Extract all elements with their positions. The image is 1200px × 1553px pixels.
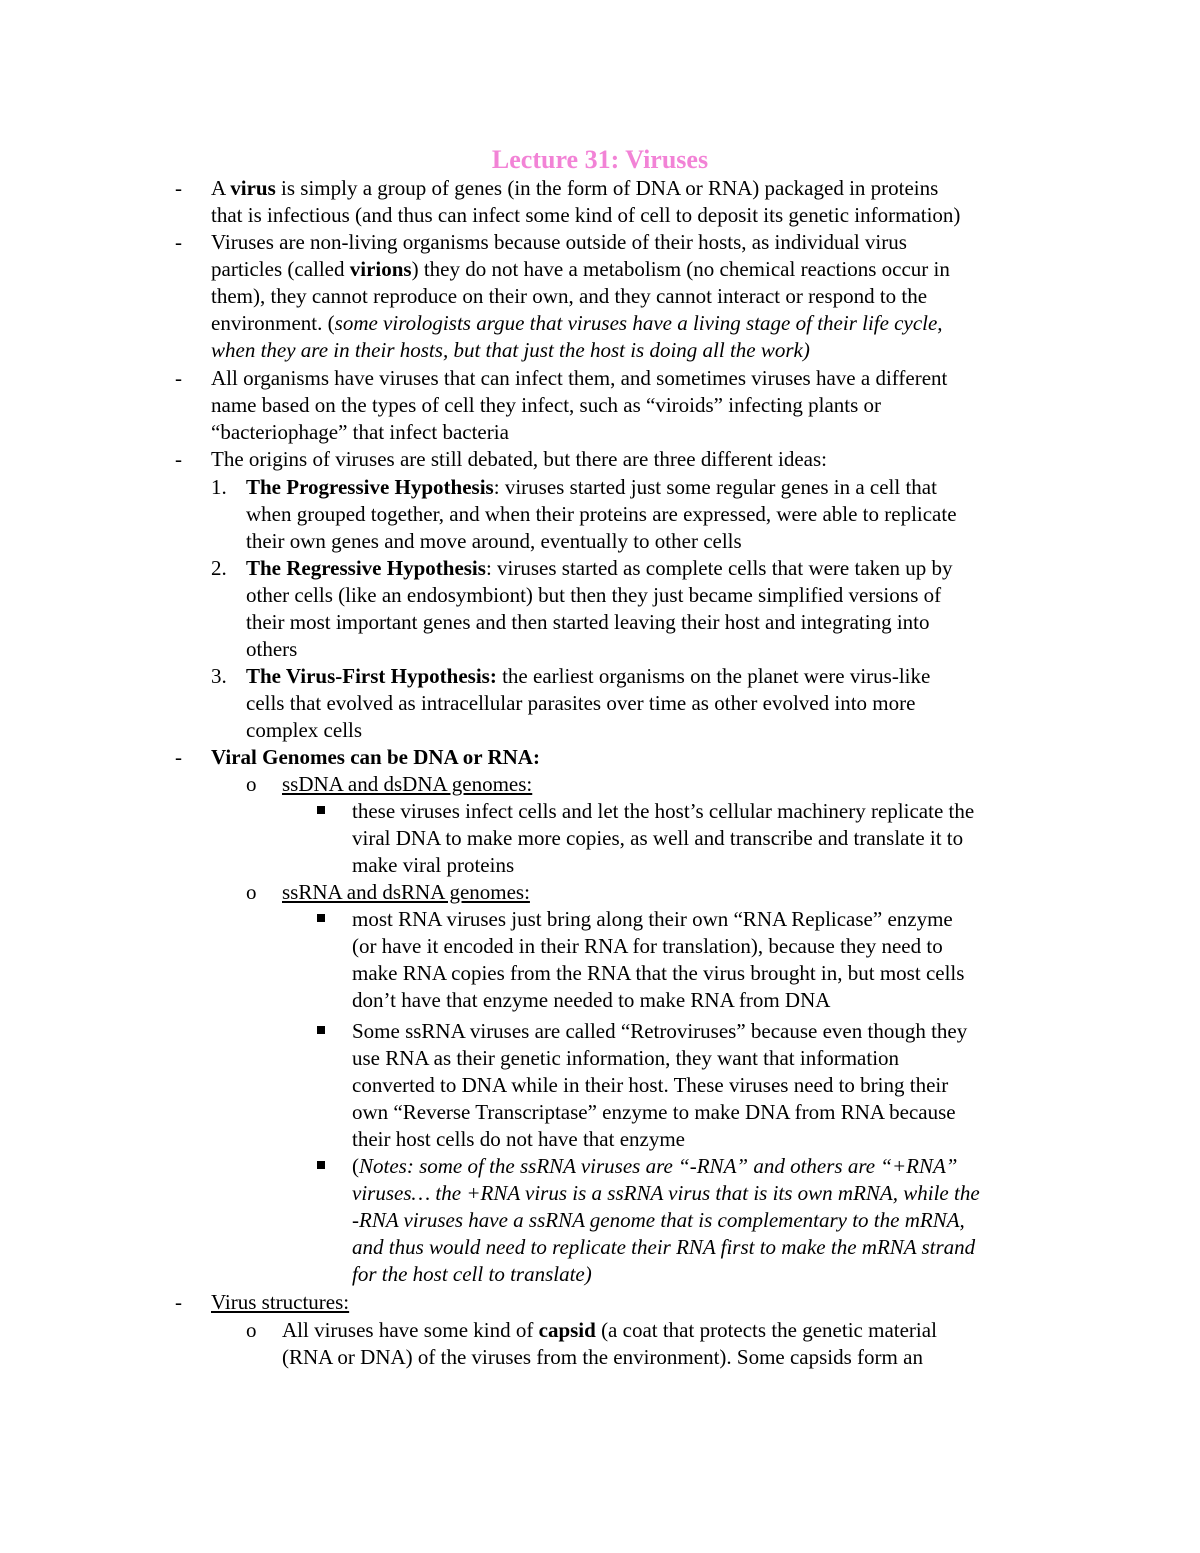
dna-genomes-heading: ssDNA and dsDNA genomes: xyxy=(282,772,533,796)
non-living-paragraph: Viruses are non-living organisms because outside of their hosts, as individual virus particles (called virions) they do not have a metabolism (no chemical reactions occur in them), they cannot reproduce on their own, and they cannot interact or respond to the environment. (some virologists argue that viruses have a living stage of their life cycle, when they are in their hosts, but that just the host is doing all the work) xyxy=(211,230,950,362)
origins-paragraph: The origins of viruses are still debated, but there are three different ideas: xyxy=(211,447,827,471)
progressive-hypothesis: The Progressive Hypothesis: viruses started just some regular genes in a cell that when grouped together, and when their proteins are expressed, were able to replicate their own genes and move around, eventually to other cells xyxy=(246,475,957,553)
list-number: 1. xyxy=(211,475,227,499)
dash-marker: - xyxy=(175,366,182,390)
square-bullet xyxy=(317,1026,325,1034)
rna-replicase-point: most RNA viruses just bring along their own “RNA Replicase” enzyme (or have it encoded in their RNA for translation), because they need to make RNA copies from the RNA that the virus brought in, but most cells don’t have that enzyme needed to make RNA from DNA xyxy=(352,907,965,1012)
rna-genomes-heading: ssRNA and dsRNA genomes: xyxy=(282,880,530,904)
virus-structures-heading: Virus structures: xyxy=(211,1290,350,1314)
dash-marker: - xyxy=(175,745,182,769)
square-bullet xyxy=(317,914,325,922)
dash-marker: - xyxy=(175,176,182,200)
viral-genomes-heading: Viral Genomes can be DNA or RNA: xyxy=(211,745,540,769)
rna-notes-point: (Notes: some of the ssRNA viruses are “-RNA” and others are “+RNA” viruses… the +RNA virus is a ssRNA virus that is its own mRNA, while the -RNA viruses have a ssRNA genome that is complementary to the mRNA, and thus would need to replicate their RNA first to make the mRNA strand for the host cell to translate) xyxy=(352,1154,980,1286)
page-title: Lecture 31: Viruses xyxy=(491,145,709,174)
dash-marker: - xyxy=(175,447,182,471)
capsid-paragraph: All viruses have some kind of capsid (a coat that protects the genetic material (RNA or DNA) of the viruses from the environment). Some capsids form an xyxy=(282,1318,937,1369)
dash-marker: - xyxy=(175,230,182,254)
list-number: 2. xyxy=(211,556,227,580)
virus-definition: A virus is simply a group of genes (in the form of DNA or RNA) packaged in proteins that is infectious (and thus can infect some kind of cell to deposit its genetic information) xyxy=(211,176,961,227)
retrovirus-point: Some ssRNA viruses are called “Retroviruses” because even though they use RNA as their genetic information, they want that information converted to DNA while in their host. These viruses need to bring their own “Reverse Transcriptase” enzyme to make DNA from RNA because their host cells do not have that enzyme xyxy=(352,1019,968,1151)
circle-marker: o xyxy=(246,1318,257,1342)
regressive-hypothesis: The Regressive Hypothesis: viruses started as complete cells that were taken up by other cells (like an endosymbiont) but then they just became simplified versions of their most important genes and then started leaving their host and integrating into others xyxy=(246,556,953,661)
circle-marker: o xyxy=(246,772,257,796)
virus-first-hypothesis: The Virus-First Hypothesis: the earliest organisms on the planet were virus-like cells that evolved as intracellular parasites over time as other evolved into more complex cells xyxy=(246,664,931,742)
dna-genomes-point: these viruses infect cells and let the host’s cellular machinery replicate the viral DNA to make more copies, as well and transcribe and translate it to make viral proteins xyxy=(352,799,975,877)
dash-marker: - xyxy=(175,1290,182,1314)
list-number: 3. xyxy=(211,664,227,688)
circle-marker: o xyxy=(246,880,257,904)
all-organisms-paragraph: All organisms have viruses that can infect them, and sometimes viruses have a different name based on the types of cell they infect, such as “viroids” infecting plants or “bacteriophage” that infect bacteria xyxy=(211,366,948,444)
square-bullet xyxy=(317,806,325,814)
square-bullet xyxy=(317,1161,325,1169)
